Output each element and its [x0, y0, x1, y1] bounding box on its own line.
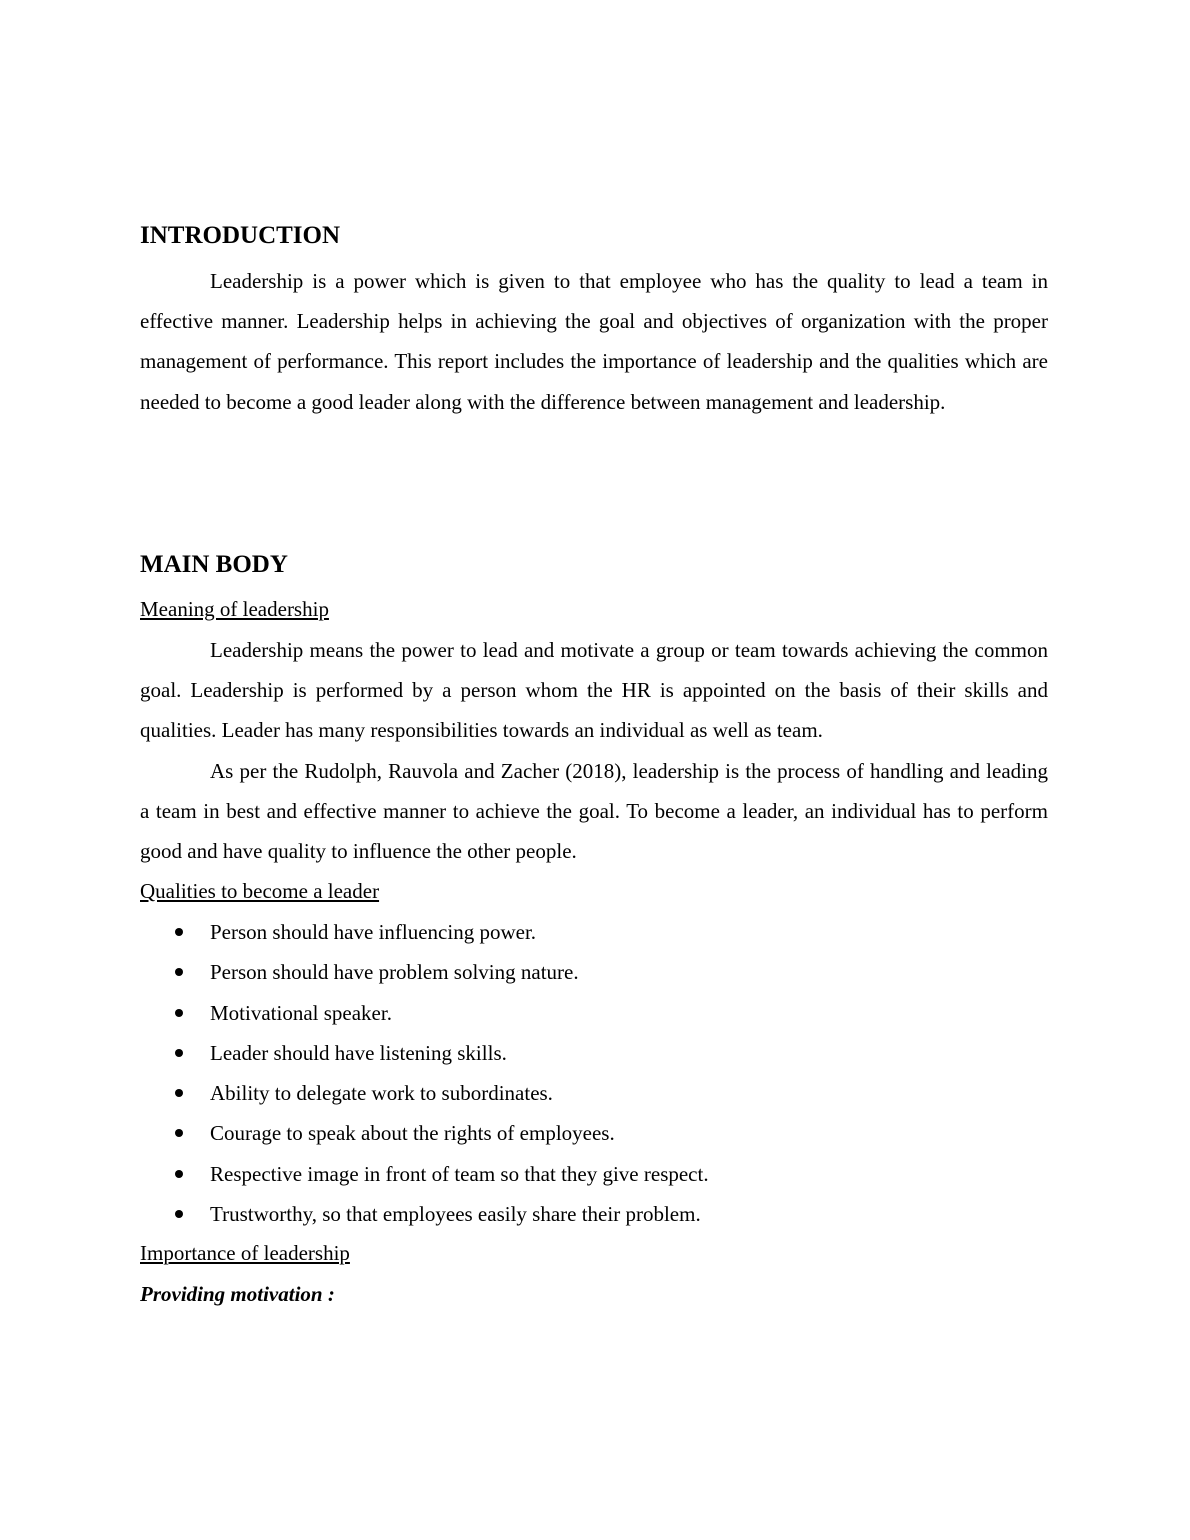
list-item: Leader should have listening skills. [140, 1033, 1048, 1073]
meaning-paragraph-2: As per the Rudolph, Rauvola and Zacher (2018), leadership is the process of handling and leading a team in best and effective manner to achieve the goal. To become a leader, an individual has to perform good and have quality to influence the other people. [140, 759, 1048, 864]
bullet-icon [175, 1210, 183, 1218]
list-item: Respective image in front of team so that they give respect. [140, 1154, 1048, 1194]
qualities-subheading: Qualities to become a leader [140, 879, 380, 903]
bullet-icon [175, 1009, 183, 1017]
list-item: Trustworthy, so that employees easily share their problem. [140, 1194, 1048, 1234]
list-item: Courage to speak about the rights of employees. [140, 1113, 1048, 1153]
meaning-paragraph-1: Leadership means the power to lead and motivate a group or team towards achieving the common goal. Leadership is performed by a person whom the HR is appointed on the basis of their skills and qualities. Leader has many responsibilities towards an individual as well as team. [140, 638, 1048, 743]
list-item: Motivational speaker. [140, 993, 1048, 1033]
providing-motivation-heading: Providing motivation : [140, 1282, 335, 1306]
importance-subheading: Importance of leadership [140, 1241, 350, 1265]
introduction-paragraph: Leadership is a power which is given to that employee who has the quality to lead a team in effective manner. Leadership helps in achieving the goal and objectives of organization with the proper management of performance. This report includes the importance of leadership and the qualities which are needed to become a good leader along with the difference between management and leadership. [140, 269, 1048, 414]
main-body-heading: MAIN BODY [140, 551, 288, 578]
bullet-icon [175, 928, 183, 936]
list-item: Person should have problem solving nature. [140, 952, 1048, 992]
qualities-list [140, 912, 1048, 1234]
meaning-subheading: Meaning of leadership [140, 597, 329, 621]
list-item: Person should have influencing power. [140, 912, 1048, 952]
bullet-icon [175, 1170, 183, 1178]
list-item: Ability to delegate work to subordinates. [140, 1073, 1048, 1113]
bullet-icon [175, 1089, 183, 1097]
bullet-icon [175, 1129, 183, 1137]
introduction-heading: INTRODUCTION [140, 222, 341, 249]
bullet-icon [175, 1049, 183, 1057]
bullet-icon [175, 968, 183, 976]
